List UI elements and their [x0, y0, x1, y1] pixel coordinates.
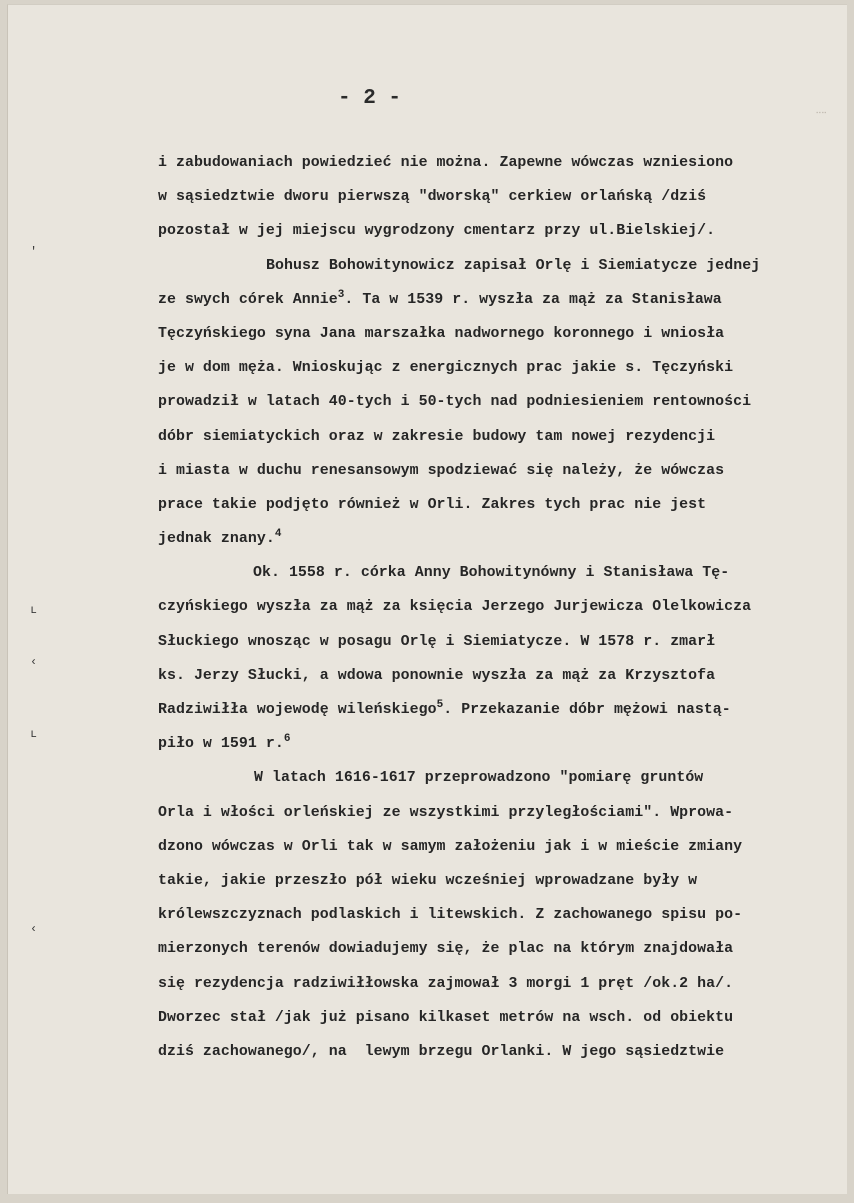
margin-tick: '	[30, 245, 38, 259]
page-number: - 2 -	[338, 87, 402, 110]
line-text: . Przekazanie dóbr mężowi nastą-	[443, 702, 731, 718]
line-text: takie, jakie przeszło pół wieku wcześniej wprowadzane były w	[158, 872, 698, 889]
line-text: Bohusz Bohowitynowicz zapisał Orlę i Siemiatycze jednej	[266, 257, 761, 274]
footnote-ref: 4	[274, 528, 282, 541]
text-line	[158, 1001, 838, 1035]
text-line	[158, 385, 838, 419]
text-line: w sąsiedztwie dworu pierwszą "dworską" cerkiew orlańską /dziś	[158, 189, 707, 206]
line-text: jednak znany.	[158, 531, 275, 548]
text-line	[158, 317, 838, 351]
text-line	[158, 590, 838, 624]
text-line	[158, 932, 838, 966]
line-text: dziś zachowanego/, na lewym brzegu Orlanki. W jego sąsiedztwie	[158, 1043, 725, 1060]
footnote-ref: 5	[436, 699, 444, 711]
text-line: i zabudowaniach powiedzieć nie można. Zapewne wówczas wzniesiono	[158, 155, 734, 171]
footnote-ref: 6	[283, 733, 291, 746]
margin-tick: ʟ	[30, 727, 38, 741]
line-text: Słuckiego wnosząc w posagu Orlę i Siemiatycze. W 1578 r. zmarł	[158, 633, 716, 650]
text-line	[158, 898, 838, 932]
line-text: prowadził w latach 40-tych i 50-tych nad podniesieniem rentowności	[158, 394, 752, 411]
text-line	[158, 796, 838, 830]
text-line	[158, 967, 838, 1001]
text-line	[158, 351, 838, 385]
line-text: się rezydencja radziwiłłowska zajmował 3 morgi 1 pręt /ok.2 ha/.	[158, 975, 734, 992]
line-text: czyńskiego wyszła za mąż za księcia Jerzego Jurjewicza Olelkowicza	[158, 599, 752, 616]
text-line: pozostał w jej miejscu wygrodzony cmentarz przy ul.Bielskiej/.	[158, 223, 716, 240]
line-text: Ok. 1558 r. córka Anny Bohowitynówny i Stanisława Tę-	[253, 565, 730, 582]
footnote-ref: 3	[337, 288, 345, 301]
line-text: mierzonych terenów dowiadujemy się, że plac na którym znajdowała	[158, 941, 734, 958]
margin-tick: ʟ	[30, 603, 38, 617]
line-text: W latach 1616-1617 przeprowadzono "pomiarę gruntów	[254, 770, 704, 787]
line-text: je w dom męża. Wnioskując z energicznych prac jakie s. Tęczyński	[158, 360, 734, 377]
line-text: piło w 1591 r.	[158, 736, 284, 753]
line-text: ks. Jerzy Słucki, a wdowa ponownie wyszła za mąż za Krzysztofa	[158, 667, 716, 684]
text-line	[158, 522, 838, 556]
text-line	[158, 420, 838, 454]
text-line	[158, 761, 838, 795]
text-line	[158, 556, 838, 590]
text-line	[158, 830, 838, 864]
text-line	[158, 625, 838, 659]
line-text: Orla i włości orleńskiej ze wszystkimi przyległościami". Wprowa-	[158, 804, 734, 821]
line-text: . Ta w 1539 r. wyszła za mąż za Stanisława	[344, 291, 722, 308]
line-text: Dworzec stał /jak już pisano kilkaset metrów na wsch. od obiektu	[158, 1009, 734, 1026]
text-line	[158, 693, 838, 727]
text-line	[158, 659, 838, 693]
text-line	[158, 249, 838, 283]
text-line	[158, 864, 838, 898]
text-line	[158, 283, 838, 317]
document-page	[7, 4, 847, 1194]
line-text: i miasta w duchu renesansowym spodziewać się należy, że wówczas	[158, 462, 725, 479]
line-text: ze swych córek Annie	[158, 291, 338, 308]
line-text: dzono wówczas w Orli tak w samym założeniu jak i w mieście zmiany	[158, 838, 743, 855]
line-text: prace takie podjęto również w Orli. Zakres tych prac nie jest	[158, 496, 707, 513]
line-text: Tęczyńskiego syna Jana marszałka nadwornego koronnego i wniosła	[158, 325, 725, 342]
line-text: Radziwiłła wojewodę wileńskiego	[158, 702, 437, 718]
text-line	[158, 488, 838, 522]
margin-tick: ‹	[30, 922, 38, 936]
margin-tick: ‹	[30, 655, 38, 669]
body-text	[158, 146, 838, 1069]
faint-margin-mark: ⁞	[812, 108, 828, 117]
text-line	[158, 1035, 838, 1069]
line-text: królewszczyznach podlaskich i litewskich. Z zachowanego spisu po-	[158, 907, 743, 924]
text-line	[158, 727, 838, 761]
text-line	[158, 454, 838, 488]
line-text: dóbr siemiatyckich oraz w zakresie budowy tam nowej rezydencji	[158, 428, 716, 445]
